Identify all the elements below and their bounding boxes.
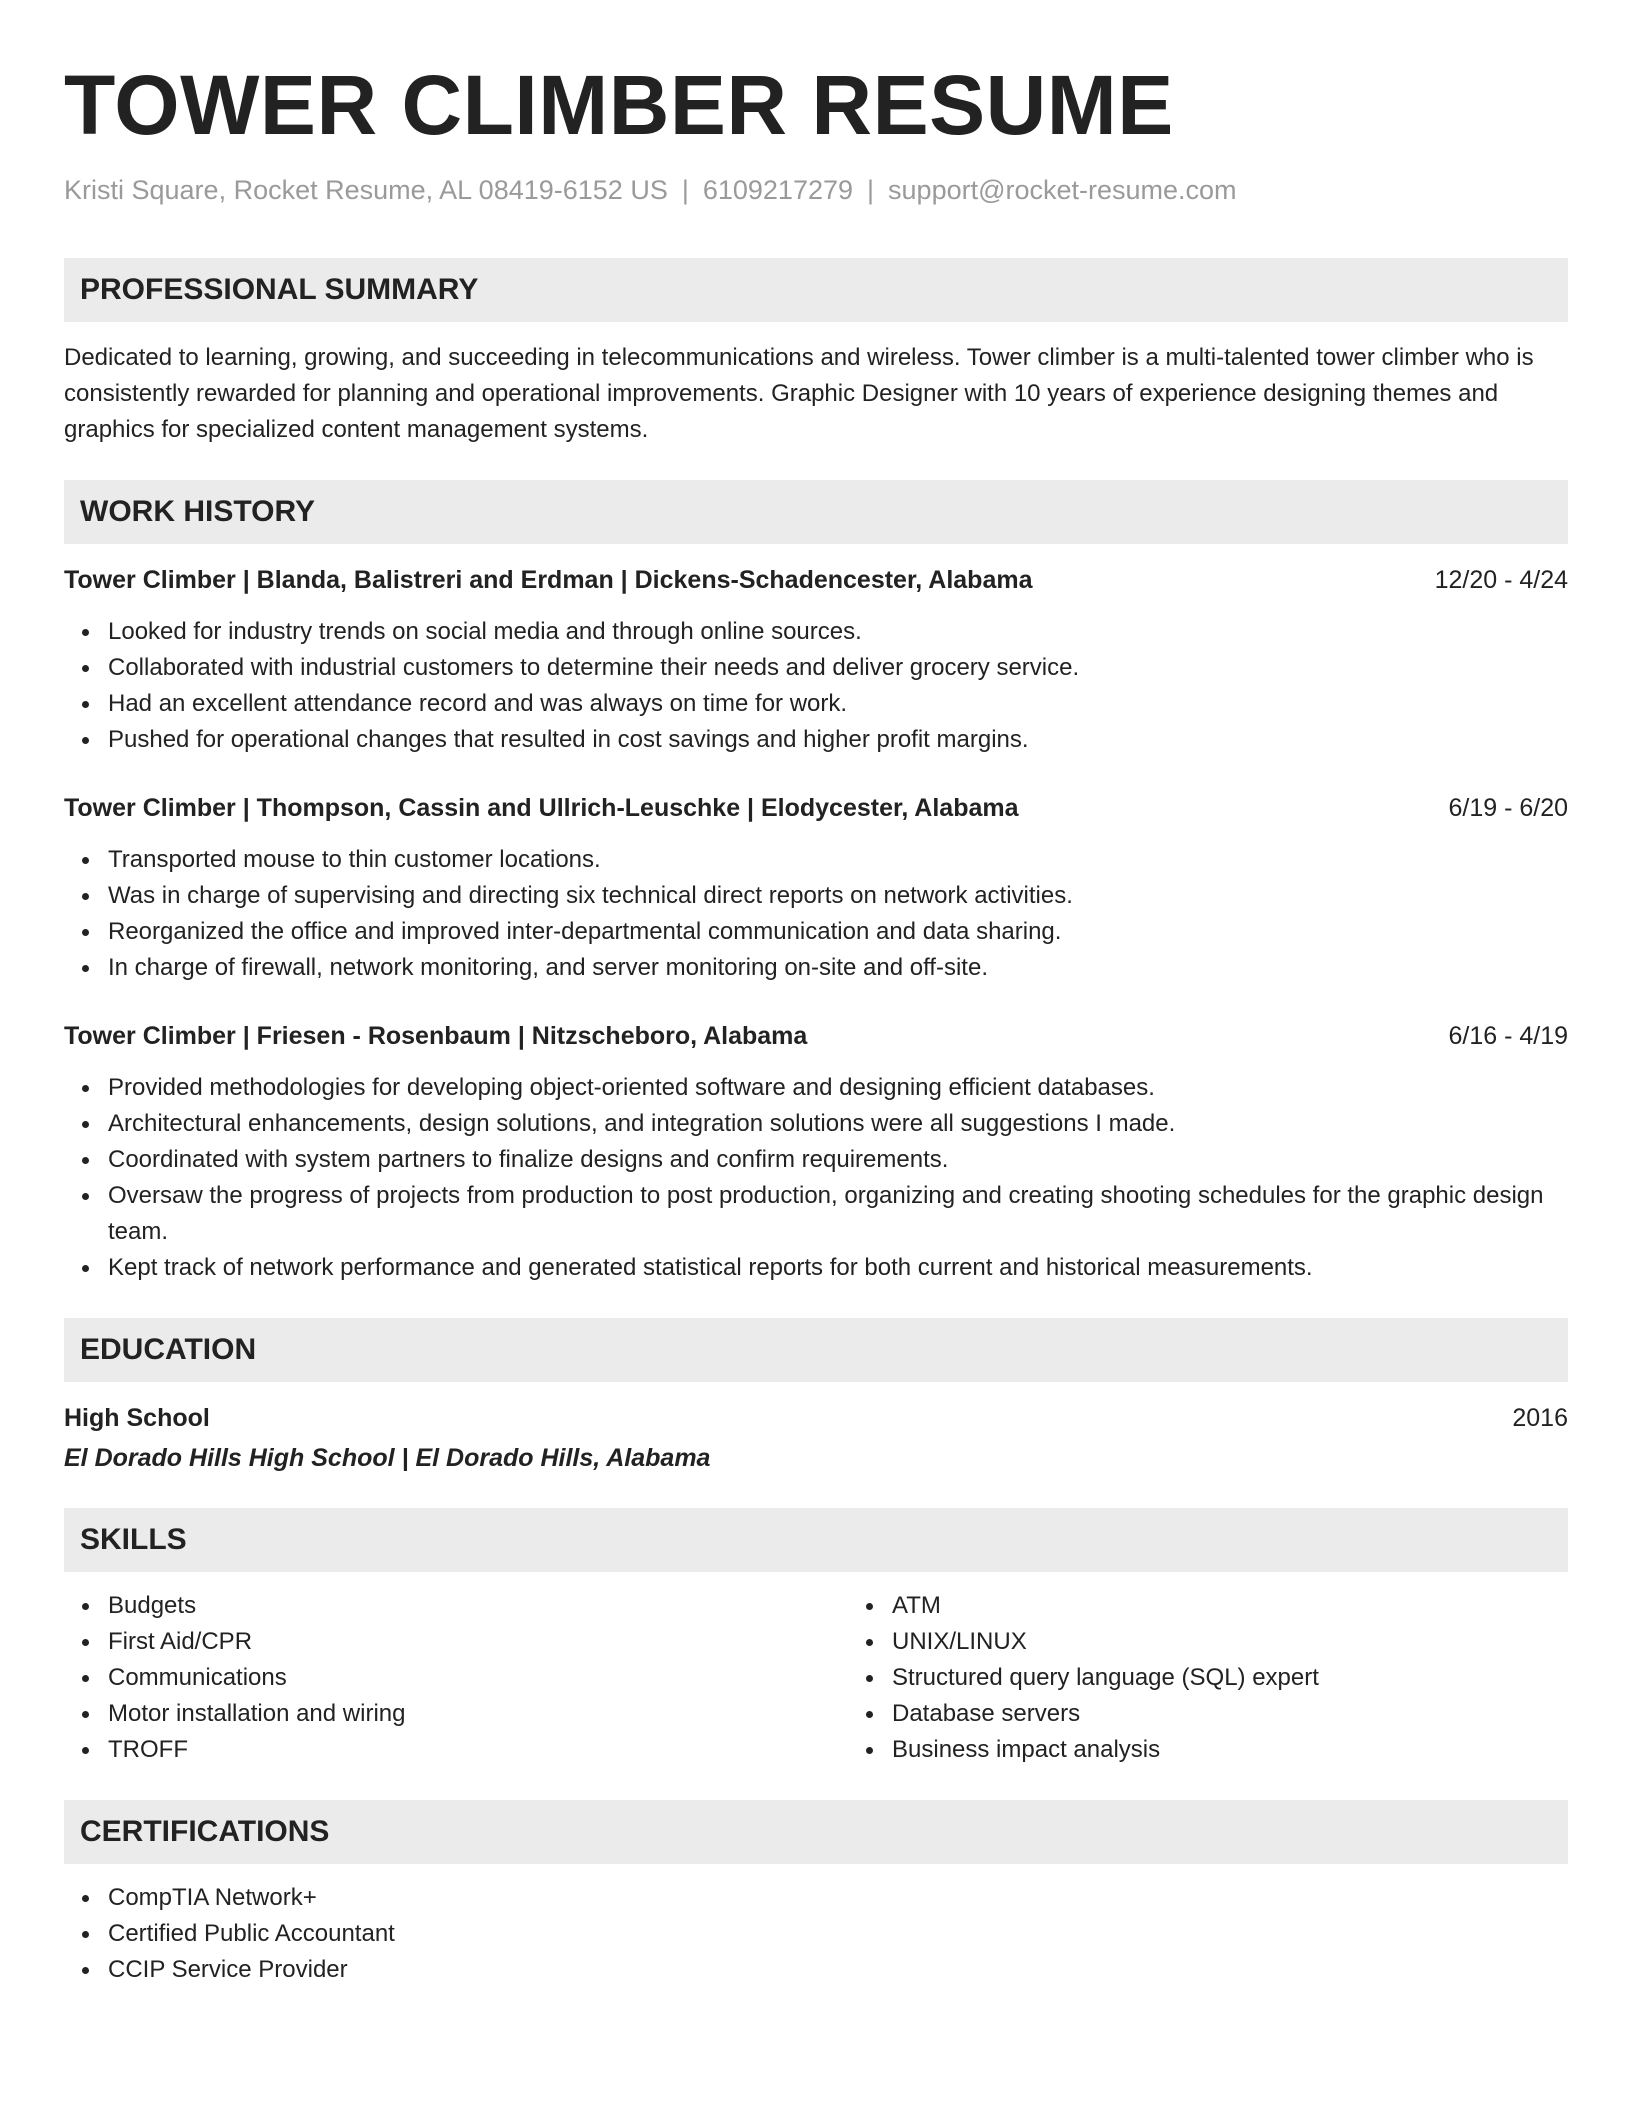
- skills-columns: [64, 1588, 1568, 1768]
- contact-email: support@rocket-resume.com: [888, 175, 1237, 205]
- job-dates: 6/16 - 4/19: [1448, 1022, 1568, 1050]
- contact-separator: |: [681, 175, 689, 205]
- job-bullet: In charge of firewall, network monitoring, and server monitoring on-site and off-site.: [108, 950, 1568, 986]
- certification-item: CompTIA Network+: [108, 1880, 1568, 1916]
- job-header: [64, 1018, 1568, 1054]
- education-school: El Dorado Hills High School | El Dorado Hills, Alabama: [64, 1444, 711, 1472]
- job-entry: [64, 790, 1568, 986]
- education-degree: High School: [64, 1404, 210, 1432]
- skills-list-left: [64, 1588, 848, 1768]
- job-entry: [64, 562, 1568, 758]
- job-title: Tower Climber | Thompson, Cassin and Ullrich-Leuschke | Elodycester, Alabama: [64, 794, 1019, 822]
- contact-phone: 6109217279: [702, 175, 854, 205]
- contact-separator: |: [867, 175, 875, 205]
- job-bullet: Collaborated with industrial customers to determine their needs and deliver grocery service.: [108, 650, 1568, 686]
- job-bullet: Architectural enhancements, design solutions, and integration solutions were all suggestions I made.: [108, 1106, 1568, 1142]
- job-dates: 6/19 - 6/20: [1448, 794, 1568, 822]
- skill-item: Motor installation and wiring: [108, 1696, 848, 1732]
- skill-item: UNIX/LINUX: [892, 1624, 1319, 1660]
- job-bullets: [64, 614, 1568, 758]
- job-bullets: [64, 842, 1568, 986]
- job-bullet: Had an excellent attendance record and was always on time for work.: [108, 686, 1568, 722]
- certification-item: Certified Public Accountant: [108, 1916, 1568, 1952]
- job-dates: 12/20 - 4/24: [1434, 566, 1568, 594]
- certification-item: CCIP Service Provider: [108, 1952, 1568, 1988]
- job-bullet: Was in charge of supervising and directing six technical direct reports on network activities.: [108, 878, 1568, 914]
- section-header-work-history: WORK HISTORY: [64, 480, 1568, 544]
- job-title: Tower Climber | Blanda, Balistreri and Erdman | Dickens-Schadencester, Alabama: [64, 566, 1033, 594]
- job-bullet: Coordinated with system partners to finalize designs and confirm requirements.: [108, 1142, 1568, 1178]
- job-bullet: Oversaw the progress of projects from production to post production, organizing and creating shooting schedules for the graphic design team.: [108, 1178, 1568, 1250]
- contact-address: Kristi Square, Rocket Resume, AL 08419-6152 US: [64, 175, 668, 205]
- job-bullet: Reorganized the office and improved inter-departmental communication and data sharing.: [108, 914, 1568, 950]
- resume-title: TOWER CLIMBER RESUME: [64, 58, 1174, 152]
- summary-text: Dedicated to learning, growing, and succeeding in telecommunications and wireless. Tower climber is a multi-talented tower climber who is consistently rewarded for planning and operational improvements. Graphic Designer with 10 years of experience designing themes and graphics for specialized content management systems.: [64, 344, 1534, 443]
- skill-item: Communications: [108, 1660, 848, 1696]
- job-bullet: Pushed for operational changes that resulted in cost savings and higher profit margins.: [108, 722, 1568, 758]
- skill-item: Business impact analysis: [892, 1732, 1319, 1768]
- section-header-skills: SKILLS: [64, 1508, 1568, 1572]
- job-header: [64, 562, 1568, 598]
- section-header-certifications: CERTIFICATIONS: [64, 1800, 1568, 1864]
- job-entry: [64, 1018, 1568, 1286]
- job-bullet: Transported mouse to thin customer locations.: [108, 842, 1568, 878]
- section-header-education: EDUCATION: [64, 1318, 1568, 1382]
- skills-list-right: [848, 1588, 1319, 1768]
- job-bullet: Kept track of network performance and generated statistical reports for both current and historical measurements.: [108, 1250, 1568, 1286]
- skill-item: ATM: [892, 1588, 1319, 1624]
- job-bullet: Provided methodologies for developing object-oriented software and designing efficient databases.: [108, 1070, 1568, 1106]
- education-year: 2016: [1512, 1404, 1568, 1432]
- job-header: [64, 790, 1568, 826]
- skill-item: Database servers: [892, 1696, 1319, 1732]
- skill-item: First Aid/CPR: [108, 1624, 848, 1660]
- skill-item: Structured query language (SQL) expert: [892, 1660, 1319, 1696]
- contact-line: [64, 172, 1568, 208]
- section-header-summary: PROFESSIONAL SUMMARY: [64, 258, 1568, 322]
- skill-item: Budgets: [108, 1588, 848, 1624]
- job-bullets: [64, 1070, 1568, 1286]
- job-title: Tower Climber | Friesen - Rosenbaum | Nitzscheboro, Alabama: [64, 1022, 808, 1050]
- skill-item: TROFF: [108, 1732, 848, 1768]
- job-bullet: Looked for industry trends on social media and through online sources.: [108, 614, 1568, 650]
- education-row: [64, 1400, 1568, 1436]
- certifications-list: [64, 1880, 1568, 1988]
